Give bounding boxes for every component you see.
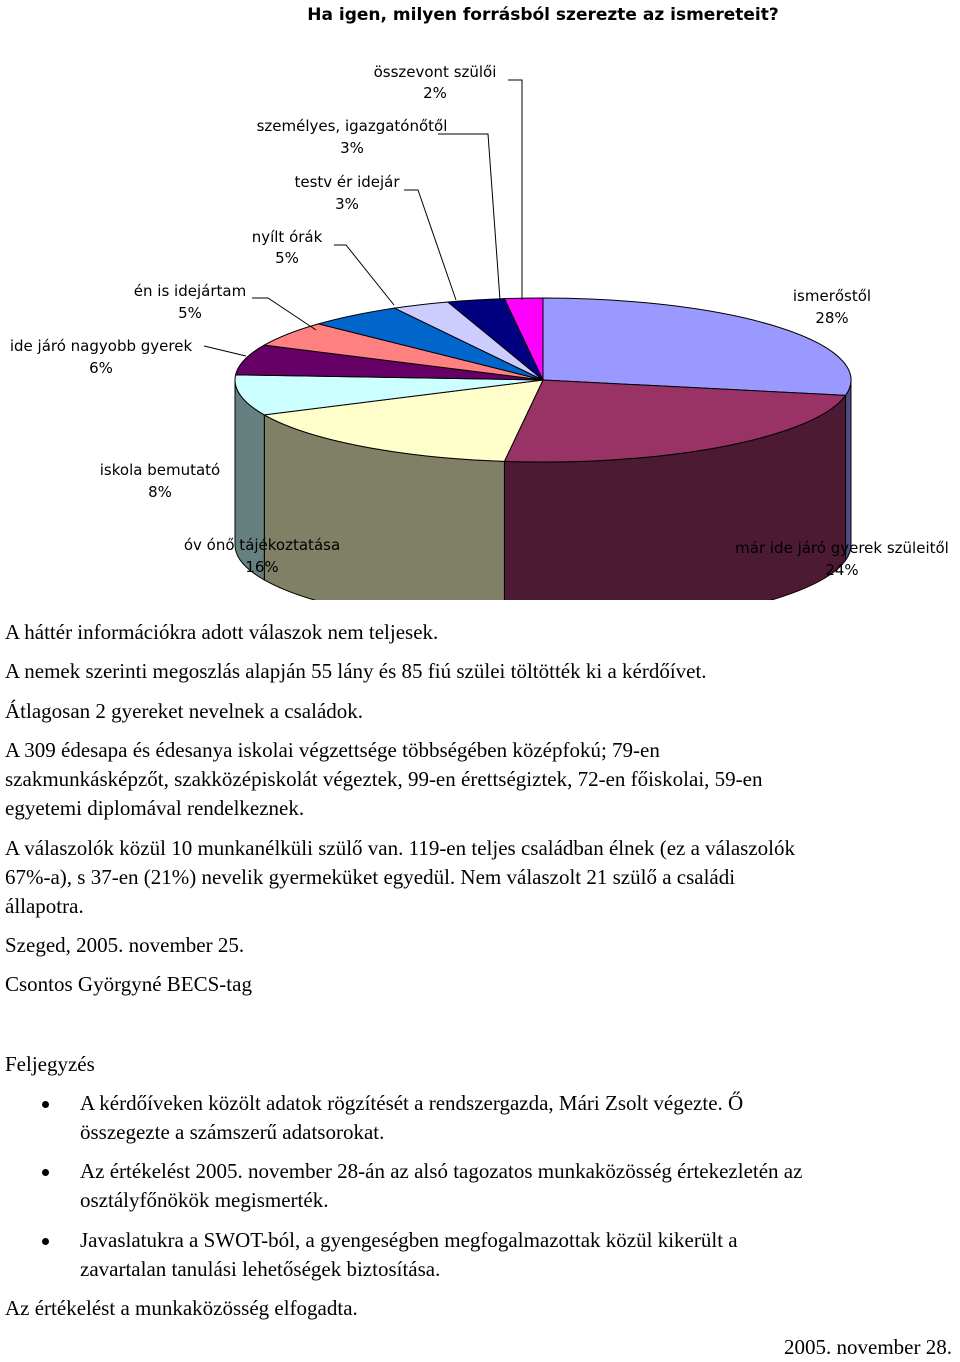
bullet-dot-2 xyxy=(42,1169,49,1176)
paragraph-education-line1: A 309 édesapa és édesanya iskolai végzettsége többségében középfokú; 79-en xyxy=(5,738,660,762)
bullet-1-line2: összegezte a számszerű adatsorokat. xyxy=(80,1120,385,1144)
chart-title: Ha igen, milyen forrásból szerezte az ismereteit? xyxy=(307,5,779,25)
bullet-2-line1: Az értékelést 2005. november 28-án az alsó tagozatos munkaközösség értekezletén az xyxy=(80,1159,803,1183)
bullet-3-line1: Javaslatukra a SWOT-ból, a gyengeségben megfogalmazottak közül kikerült a xyxy=(80,1228,738,1252)
accepted-statement: Az értékelést a munkaközösség elfogadta. xyxy=(5,1296,358,1320)
label-ovono-pct: 16% xyxy=(245,558,279,576)
label-en-is-name: én is idejártam xyxy=(133,282,247,300)
label-mar-ide-pct: 24% xyxy=(825,561,859,579)
paragraph-family-line1: A válaszolók közül 10 munkanélküli szülő van. 119-en teljes családban élnek (ez a válaszolók xyxy=(5,836,795,860)
label-iskola-name: iskola bemutató xyxy=(99,461,221,479)
label-szemelyes-pct: 3% xyxy=(340,139,364,157)
bullet-3-line2: zavartalan tanulási lehetőségek biztosítása. xyxy=(80,1257,441,1281)
paragraph-family-line2: 67%-a), s 37-en (21%) nevelik gyermeküket egyedül. Nem válaszolt 21 szülő a családi xyxy=(5,865,736,889)
leader-osszevont xyxy=(508,80,522,300)
label-iskola-pct: 8% xyxy=(148,483,172,501)
paragraph-education-line3: egyetemi diplomával rendelkeznek. xyxy=(5,796,305,820)
paragraph-education-line2: szakmunkásképzőt, szakközépiskolát végeztek, 99-en érettségiztek, 72-en főiskolai, 59-en xyxy=(5,767,763,791)
pie-slice-ismer-st-l xyxy=(543,298,851,395)
pie-side-ismer-st-l xyxy=(846,380,851,560)
label-nagyobb-name: ide járó nagyobb gyerek xyxy=(9,337,193,355)
leader-nagyobb xyxy=(204,346,246,356)
pie-chart xyxy=(0,0,960,600)
bullet-dot-3 xyxy=(42,1238,49,1245)
label-ovono-name: óv ónő tájékoztatása xyxy=(183,536,341,554)
label-nagyobb-pct: 6% xyxy=(89,359,113,377)
label-osszevont-pct: 2% xyxy=(423,84,447,102)
label-mar-ide-name: már ide járó gyerek szüleitől xyxy=(735,539,949,557)
label-en-is-pct: 5% xyxy=(178,304,202,322)
final-date: 2005. november 28. xyxy=(784,1335,952,1359)
paragraph-children-avg: Átlagosan 2 gyereket nevelnek a családok. xyxy=(5,699,364,723)
leader-nyilt xyxy=(334,245,394,305)
leader-testver xyxy=(404,190,456,300)
author-signature: Csontos Györgyné BECS-tag xyxy=(5,972,252,996)
label-szemelyes-name: személyes, igazgatónőtől xyxy=(256,117,448,135)
leader-en-is xyxy=(252,298,316,330)
paragraph-background-info: A háttér információkra adott válaszok nem teljesek. xyxy=(5,620,439,644)
bullet-1-line1: A kérdőíveken közölt adatok rögzítését a rendszergazda, Mári Zsolt végezte. Ő xyxy=(80,1091,744,1115)
pie-chart-svg xyxy=(0,0,960,600)
paragraph-family-line3: állapotra. xyxy=(5,894,84,918)
note-title: Feljegyzés xyxy=(5,1052,95,1076)
bullet-dot-1 xyxy=(42,1101,49,1108)
bullet-2-line2: osztályfőnökök megismerték. xyxy=(80,1188,329,1212)
label-nyilt-pct: 5% xyxy=(275,249,299,267)
label-nyilt-name: nyílt órák xyxy=(251,228,323,246)
place-date: Szeged, 2005. november 25. xyxy=(5,933,245,957)
label-testver-pct: 3% xyxy=(335,195,359,213)
label-ismerostol-pct: 28% xyxy=(815,309,849,327)
paragraph-gender-split: A nemek szerinti megoszlás alapján 55 lány és 85 fiú szülei töltötték ki a kérdőívet. xyxy=(5,659,707,683)
label-osszevont-name: összevont szülői xyxy=(373,63,497,81)
label-ismerostol-name: ismerőstől xyxy=(792,287,872,305)
label-testver-name: testv ér idejár xyxy=(294,173,400,191)
